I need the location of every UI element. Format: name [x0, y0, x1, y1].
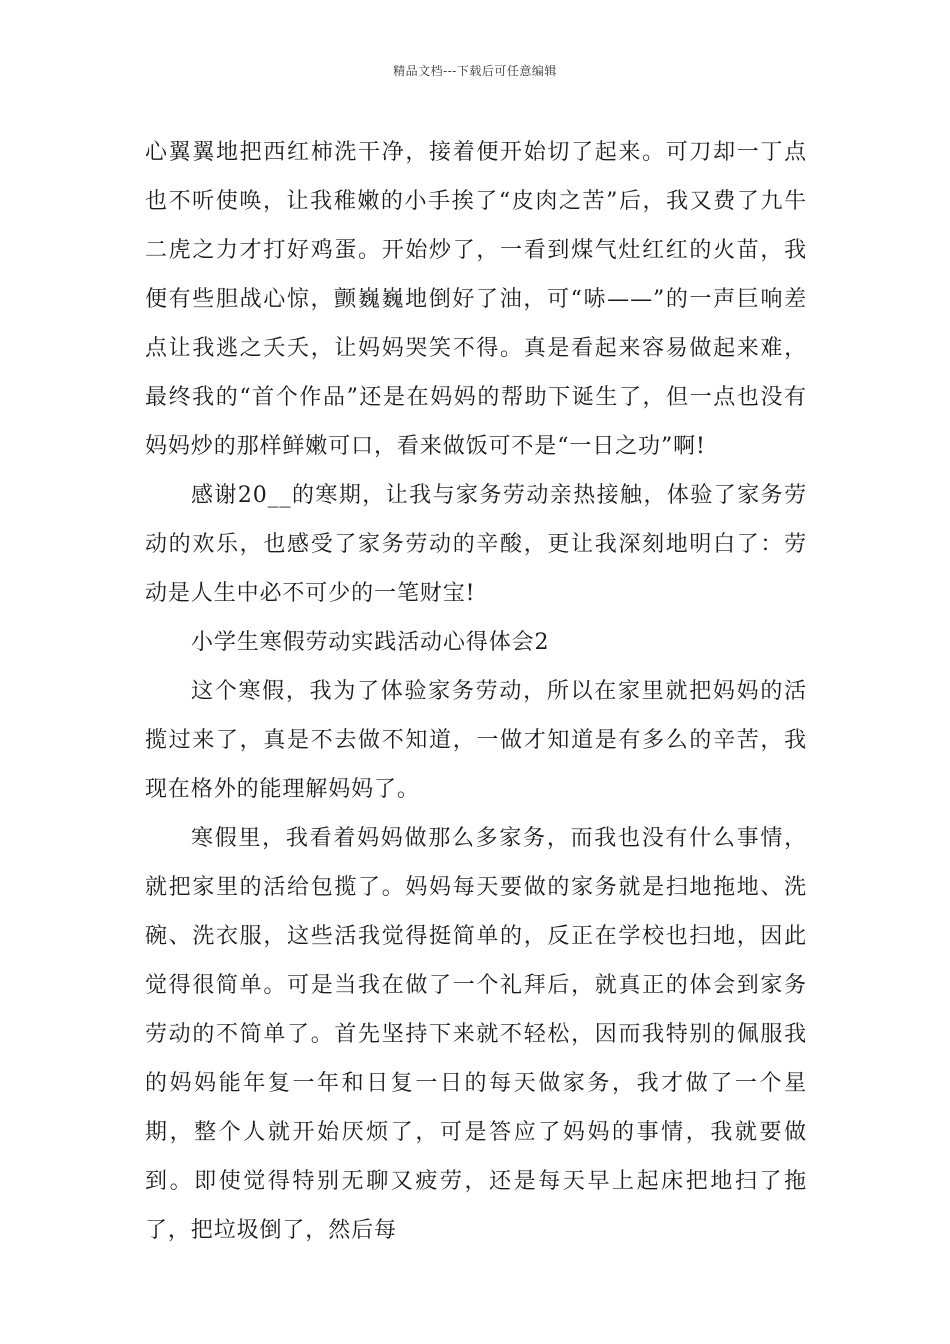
document-body	[145, 128, 807, 1255]
paragraph-continuation: 心翼翼地把西红柿洗干净，接着便开始切了起来。可刀却一丁点也不听使唤，让我稚嫩的小手挨了“皮肉之苦”后，我又费了九牛二虎之力才打好鸡蛋。开始炒了，一看到煤气灶红红的火苗，我便有些胆战心惊，颤巍巍地倒好了油，可“哧——”的一声巨响差点让我逃之夭夭，让妈妈哭笑不得。真是看起来容易做起来难，最终我的“首个作品”还是在妈妈的帮助下诞生了，但一点也没有妈妈炒的那样鲜嫩可口，看来做饭可不是“一日之功”啊!	[145, 140, 807, 459]
paragraph-conclusion: 感谢20__的寒期，让我与家务劳动亲热接触，体验了家务劳动的欢乐，也感受了家务劳动的辛酸，更让我深刻地明白了：劳动是人生中必不可少的一笔财宝!	[145, 483, 807, 606]
paragraph-intro: 这个寒假，我为了体验家务劳动，所以在家里就把妈妈的活揽过来了，真是不去做不知道，一做才知道是有多么的辛苦，我现在格外的能理解妈妈了。	[145, 679, 807, 802]
section-heading: 小学生寒假劳动实践活动心得体会2	[191, 630, 550, 655]
paragraph-body: 寒假里，我看着妈妈做那么多家务，而我也没有什么事情，就把家里的活给包揽了。妈妈每天要做的家务就是扫地拖地、洗碗、洗衣服，这些活我觉得挺简单的，反正在学校也扫地，因此觉得很简单。可是当我在做了一个礼拜后，就真正的体会到家务劳动的不简单了。首先坚持下来就不轻松，因而我特别的佩服我的妈妈能年复一年和日复一日的每天做家务，我才做了一个星期，整个人就开始厌烦了，可是答应了妈妈的事情，我就要做到。即使觉得特别无聊又疲劳，还是每天早上起床把地扫了拖了，把垃圾倒了，然后每	[145, 826, 807, 1243]
page-header: 精品文档---下载后可任意编辑	[393, 64, 557, 78]
